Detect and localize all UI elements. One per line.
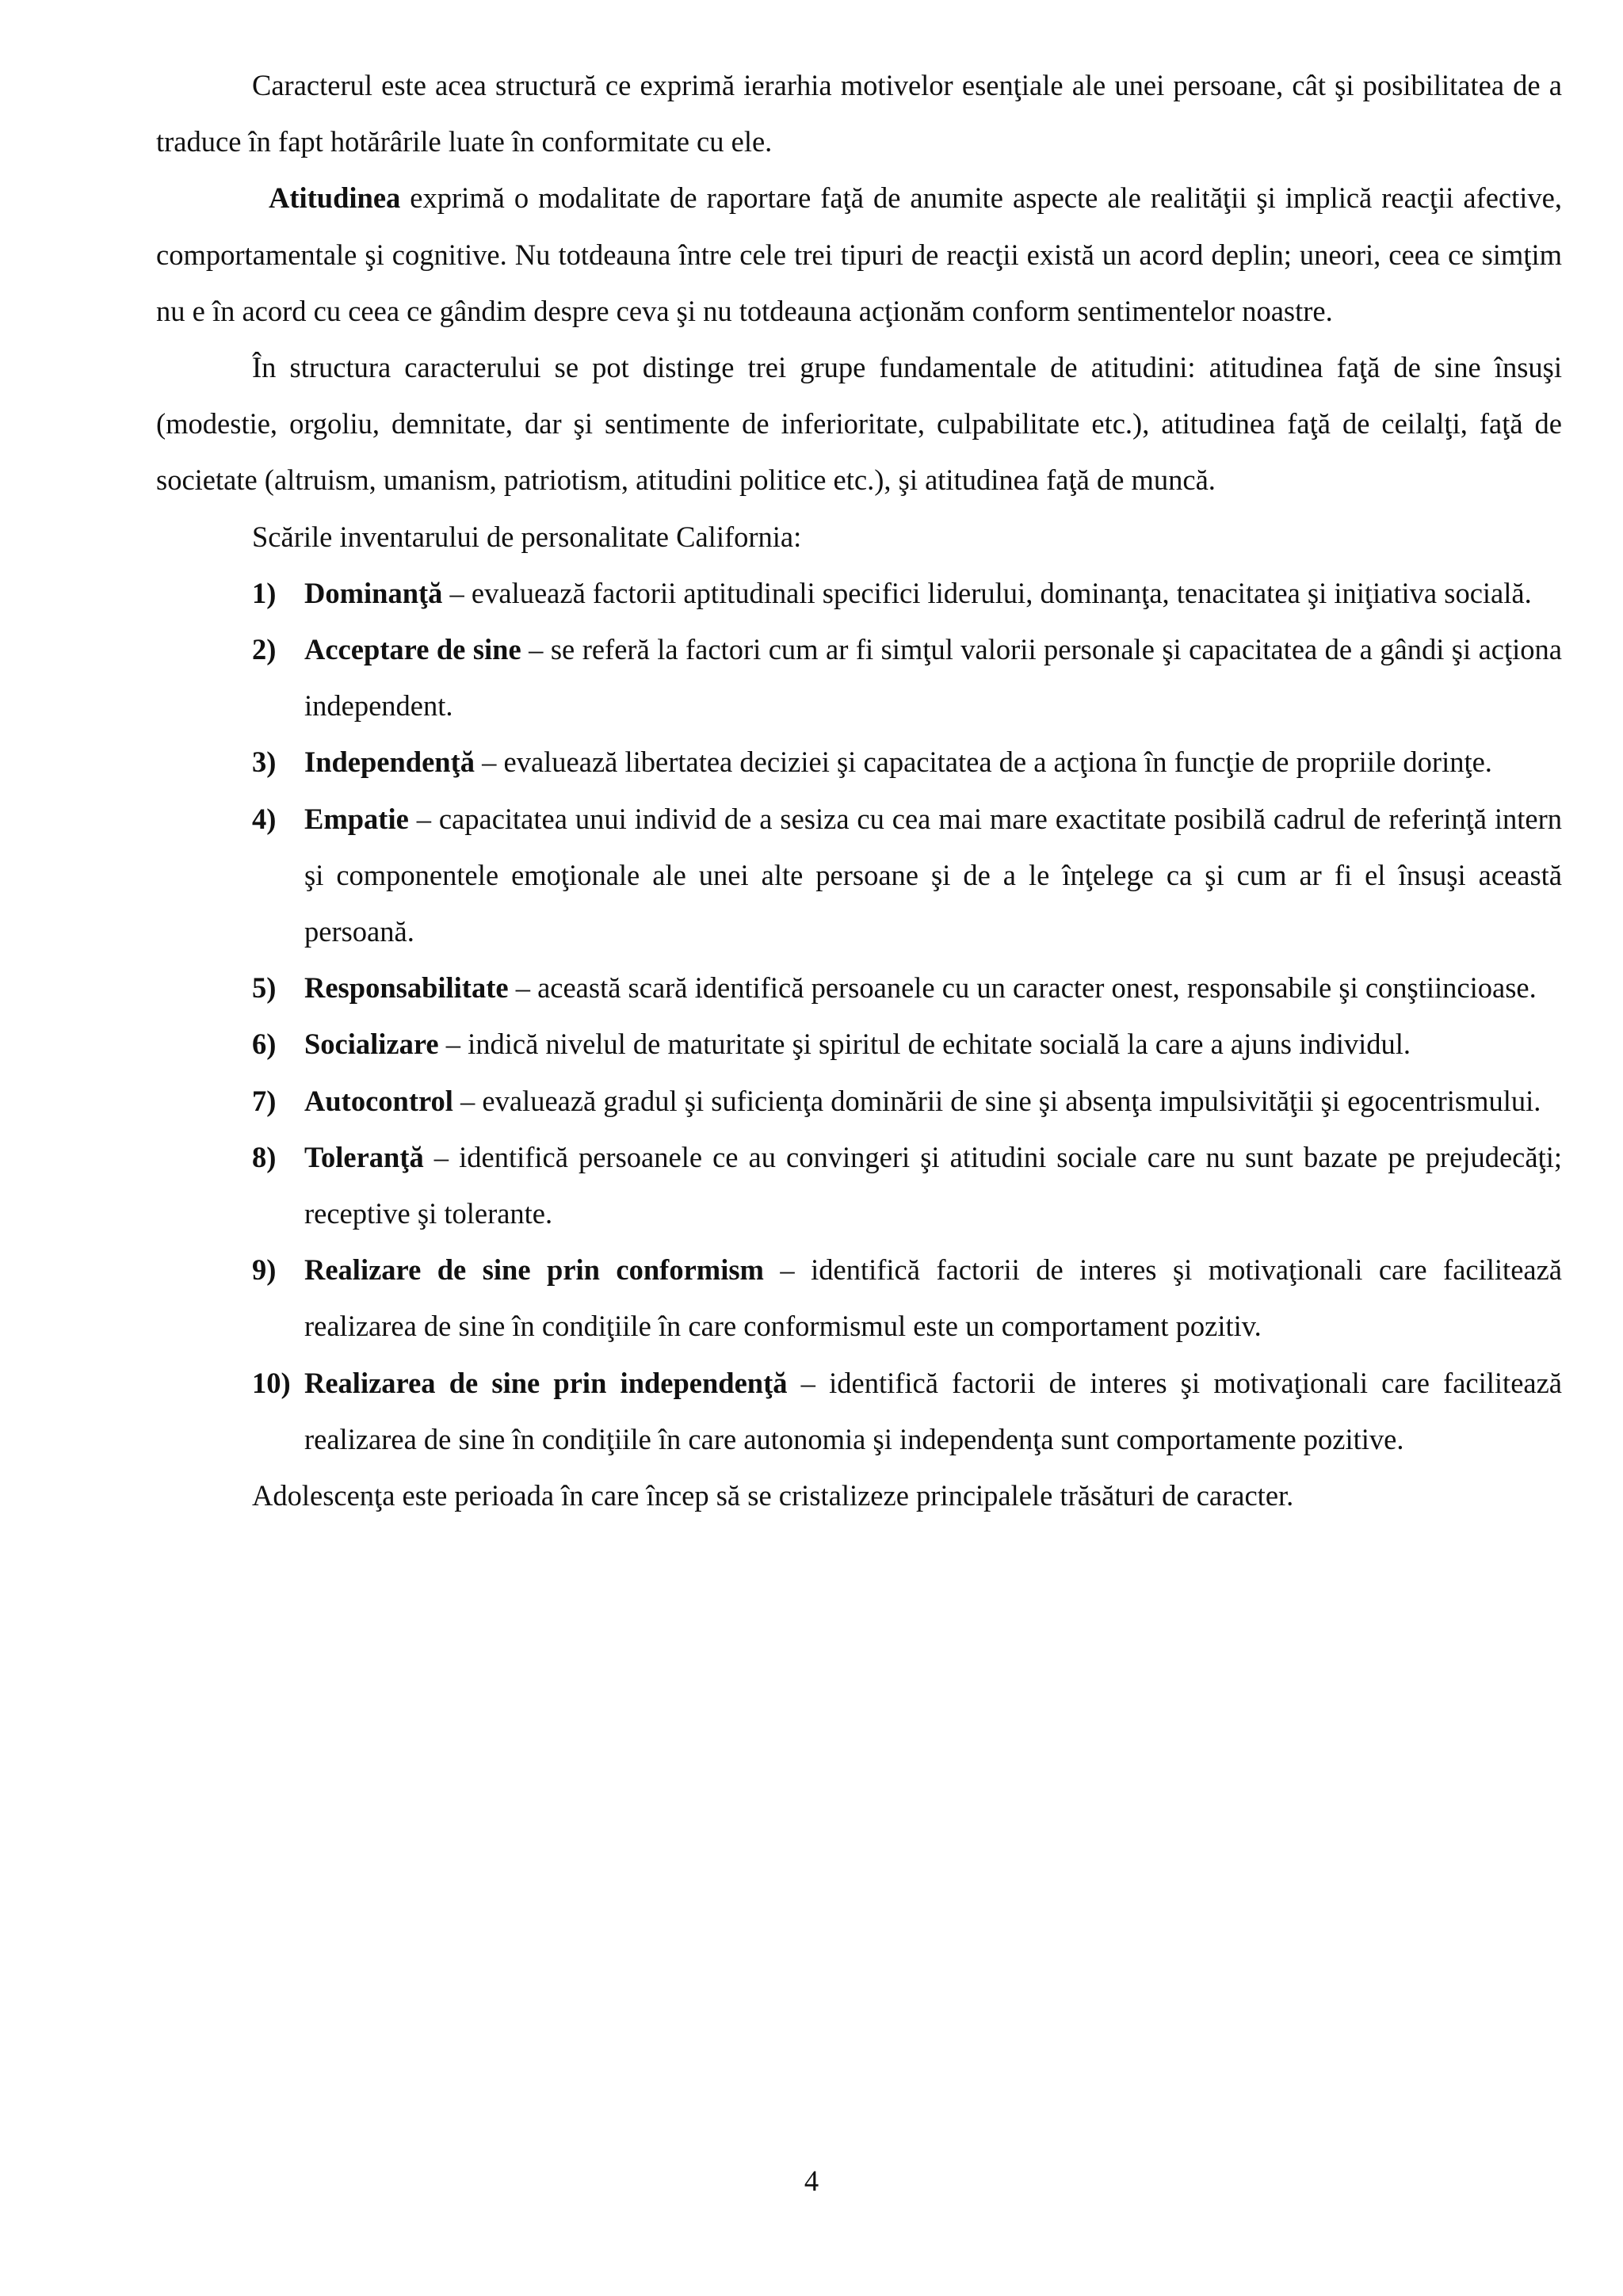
list-item-term: Socializare [304,1028,439,1061]
list-item-term: Autocontrol [304,1084,453,1117]
attitude-definition-text: exprimă o modalitate de raportare faţă de anumite aspecte ale realităţii şi implică reacţii afective, comportamentale şi cognitive. Nu totdeauna între cele trei tipuri de reacţii există un acord deplin; uneori, ceea ce simţim nu e în acord cu ceea ce gândim despre ceva şi nu totdeauna acţionăm conform sentimentelor noastre. [156,181,1562,327]
list-item-description: – capacitatea unui individ de a sesiza cu cea mai mare exactitate posibilă cadrul de referinţă intern şi componentele emoţionale ale unei alte persoane şi de a le înţelege ca şi cum ar fi el însuşi această persoană. [304,802,1562,948]
list-item-number: 1) [252,576,277,609]
term-attitude: Atitudinea [269,181,401,215]
paragraph-attitude-definition [156,170,1562,339]
list-item-description: – identifică persoanele ce au convingeri şi atitudini sociale care nu sunt bazate pe prejudecăţi; receptive şi tolerante. [304,1140,1562,1230]
paragraph-closing: Adolescenţa este perioada în care încep să se cristalizeze principalele trăsături de caracter. [252,1479,1294,1512]
list-item-number: 6) [252,1028,277,1061]
list-item-number: 8) [252,1140,277,1173]
list-item [156,1241,1562,1354]
list-item-number: 5) [252,971,277,1005]
list-item [156,1016,1562,1072]
list-item [156,621,1562,734]
list-item-term: Independenţă [304,746,475,779]
list-item-number: 2) [252,633,277,666]
list-item-description: – indică nivelul de maturitate şi spiritul de echitate socială la care a ajuns individul. [438,1028,1411,1061]
paragraph-attitude-groups: În structura caracterului se pot distinge trei grupe fundamentale de atitudini: atitudinea faţă de sine însuşi (modestie, orgoliu, demnitate, dar şi sentimente de inferioritate, culpabilitate etc.), atitudinea faţă de ceilalţi, faţă de societate (altruism, umanism, patriotism, atitudini politice etc.), şi atitudinea faţă de muncă. [156,351,1562,497]
list-item-description: – această scară identifică persoanele cu un caracter onest, responsabile şi conştiincioase. [508,971,1537,1005]
list-item-number: 9) [252,1253,277,1287]
california-scales-list [156,565,1562,1467]
page-content [156,57,1562,1524]
list-item-description: – evaluează gradul şi suficienţa dominării de sine şi absenţa impulsivităţii şi egocentrismului. [453,1084,1541,1117]
list-item-number: 10) [252,1366,291,1399]
page-number: 4 [804,2164,819,2197]
list-item-description: – se referă la factori cum ar fi simţul valorii personale şi capacitatea de a gândi şi acţiona independent. [304,633,1562,723]
paragraph-character-definition: Caracterul este acea structură ce exprimă ierarhia motivelor esenţiale ale unei persoane, cât şi posibilitatea de a traduce în fapt hotărârile luate în conformitate cu ele. [156,69,1562,158]
list-item-description: – evaluează libertatea deciziei şi capacitatea de a acţiona în funcţie de propriile dorinţe. [475,746,1492,779]
list-item-description: – identifică factorii de interes şi motivaţionali care facilitează realizarea de sine în condiţiile în care autonomia şi independenţa sunt comportamente pozitive. [304,1366,1562,1455]
list-item-term: Realizarea de sine prin independenţă [304,1366,788,1399]
list-item [156,1073,1562,1129]
list-item [156,1129,1562,1241]
list-item-number: 4) [252,802,277,835]
list-item [156,1355,1562,1467]
list-item-term: Realizare de sine prin conformism [304,1253,764,1287]
list-item-term: Responsabilitate [304,971,509,1005]
list-item-number: 7) [252,1084,277,1117]
list-item [156,791,1562,960]
list-item [156,734,1562,790]
list-item [156,959,1562,1016]
list-item-term: Empatie [304,802,409,835]
list-item-term: Dominanţă [304,576,443,609]
list-item-description: – identifică factorii de interes şi motivaţionali care facilitează realizarea de sine în condiţiile în care conformismul este un comportament pozitiv. [304,1253,1562,1343]
list-intro: Scările inventarului de personalitate California: [252,520,802,553]
list-item-term: Acceptare de sine [304,633,521,666]
list-item-number: 3) [252,746,277,779]
list-item-description: – evaluează factorii aptitudinali specifici liderului, dominanţa, tenacitatea şi iniţiativa socială. [442,576,1532,609]
list-item-term: Toleranţă [304,1140,424,1173]
list-item [156,565,1562,621]
